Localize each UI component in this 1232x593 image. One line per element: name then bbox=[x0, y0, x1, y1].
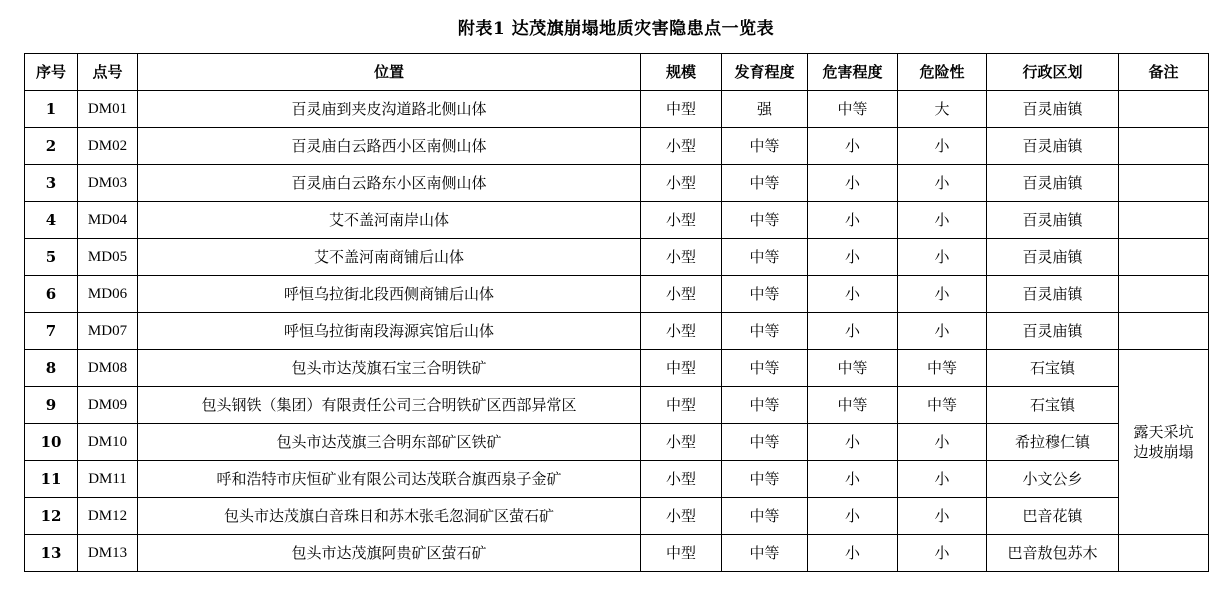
cell-district: 百灵庙镇 bbox=[987, 276, 1119, 313]
cell-harm: 小 bbox=[808, 128, 898, 165]
cell-scale: 小型 bbox=[641, 239, 722, 276]
header-scale: 规模 bbox=[641, 54, 722, 91]
cell-harm: 小 bbox=[808, 498, 898, 535]
cell-harm: 小 bbox=[808, 202, 898, 239]
cell-harm: 小 bbox=[808, 239, 898, 276]
cell-no: 1 bbox=[25, 91, 78, 128]
hazard-table bbox=[24, 53, 1209, 572]
cell-code: MD05 bbox=[78, 239, 138, 276]
cell-code: DM01 bbox=[78, 91, 138, 128]
cell-district: 百灵庙镇 bbox=[987, 313, 1119, 350]
table-row bbox=[25, 498, 1209, 535]
cell-development: 中等 bbox=[722, 165, 808, 202]
cell-scale: 中型 bbox=[641, 387, 722, 424]
cell-development: 中等 bbox=[722, 239, 808, 276]
cell-scale: 小型 bbox=[641, 498, 722, 535]
cell-risk: 小 bbox=[898, 313, 987, 350]
cell-development: 中等 bbox=[722, 128, 808, 165]
table-row bbox=[25, 350, 1209, 387]
cell-risk: 中等 bbox=[898, 387, 987, 424]
table-row bbox=[25, 128, 1209, 165]
table-row bbox=[25, 165, 1209, 202]
note-line-1: 露天采坑 bbox=[1133, 423, 1194, 441]
cell-scale: 中型 bbox=[641, 91, 722, 128]
cell-location: 呼和浩特市庆恒矿业有限公司达茂联合旗西泉子金矿 bbox=[138, 461, 641, 498]
header-note: 备注 bbox=[1119, 54, 1209, 91]
cell-note bbox=[1119, 128, 1209, 165]
table-row bbox=[25, 239, 1209, 276]
cell-risk: 小 bbox=[898, 128, 987, 165]
note-line-2: 边坡崩塌 bbox=[1133, 443, 1194, 461]
cell-code: DM12 bbox=[78, 498, 138, 535]
cell-development: 中等 bbox=[722, 424, 808, 461]
table-row bbox=[25, 424, 1209, 461]
cell-development: 中等 bbox=[722, 535, 808, 572]
cell-risk: 小 bbox=[898, 498, 987, 535]
cell-district: 石宝镇 bbox=[987, 350, 1119, 387]
table-row bbox=[25, 313, 1209, 350]
cell-scale: 小型 bbox=[641, 128, 722, 165]
cell-code: MD07 bbox=[78, 313, 138, 350]
cell-risk: 小 bbox=[898, 165, 987, 202]
cell-no: 2 bbox=[25, 128, 78, 165]
cell-risk: 大 bbox=[898, 91, 987, 128]
cell-location: 艾不盖河南岸山体 bbox=[138, 202, 641, 239]
cell-code: DM09 bbox=[78, 387, 138, 424]
table-row bbox=[25, 202, 1209, 239]
cell-location: 百灵庙到夹皮沟道路北侧山体 bbox=[138, 91, 641, 128]
cell-note bbox=[1119, 202, 1209, 239]
cell-code: DM10 bbox=[78, 424, 138, 461]
cell-development: 中等 bbox=[722, 461, 808, 498]
cell-development: 中等 bbox=[722, 498, 808, 535]
cell-location: 呼恒乌拉街南段海源宾馆后山体 bbox=[138, 313, 641, 350]
cell-code: DM02 bbox=[78, 128, 138, 165]
cell-development: 中等 bbox=[722, 387, 808, 424]
table-row bbox=[25, 535, 1209, 572]
header-harm: 危害程度 bbox=[808, 54, 898, 91]
cell-code: DM08 bbox=[78, 350, 138, 387]
cell-note bbox=[1119, 91, 1209, 128]
cell-note bbox=[1119, 535, 1209, 572]
cell-district: 百灵庙镇 bbox=[987, 91, 1119, 128]
cell-harm: 小 bbox=[808, 461, 898, 498]
table-row bbox=[25, 387, 1209, 424]
cell-no: 9 bbox=[25, 387, 78, 424]
header-development: 发育程度 bbox=[722, 54, 808, 91]
table-row bbox=[25, 91, 1209, 128]
cell-harm: 小 bbox=[808, 165, 898, 202]
cell-harm: 小 bbox=[808, 313, 898, 350]
cell-district: 巴音花镇 bbox=[987, 498, 1119, 535]
header-risk: 危险性 bbox=[898, 54, 987, 91]
cell-note bbox=[1119, 239, 1209, 276]
cell-location: 包头市达茂旗白音珠日和苏木张毛忽洞矿区萤石矿 bbox=[138, 498, 641, 535]
cell-risk: 小 bbox=[898, 239, 987, 276]
cell-location: 百灵庙白云路西小区南侧山体 bbox=[138, 128, 641, 165]
cell-risk: 小 bbox=[898, 202, 987, 239]
cell-no: 3 bbox=[25, 165, 78, 202]
cell-location: 艾不盖河南商铺后山体 bbox=[138, 239, 641, 276]
cell-no: 11 bbox=[25, 461, 78, 498]
table-header-row bbox=[25, 54, 1209, 91]
cell-scale: 小型 bbox=[641, 276, 722, 313]
cell-risk: 小 bbox=[898, 535, 987, 572]
cell-no: 12 bbox=[25, 498, 78, 535]
header-code: 点号 bbox=[78, 54, 138, 91]
cell-scale: 中型 bbox=[641, 535, 722, 572]
cell-no: 7 bbox=[25, 313, 78, 350]
cell-no: 10 bbox=[25, 424, 78, 461]
header-district: 行政区划 bbox=[987, 54, 1119, 91]
cell-district: 巴音敖包苏木 bbox=[987, 535, 1119, 572]
cell-district: 小文公乡 bbox=[987, 461, 1119, 498]
cell-location: 百灵庙白云路东小区南侧山体 bbox=[138, 165, 641, 202]
header-no: 序号 bbox=[25, 54, 78, 91]
cell-risk: 中等 bbox=[898, 350, 987, 387]
cell-code: DM13 bbox=[78, 535, 138, 572]
cell-district: 百灵庙镇 bbox=[987, 128, 1119, 165]
table-row bbox=[25, 276, 1209, 313]
cell-scale: 小型 bbox=[641, 461, 722, 498]
cell-no: 6 bbox=[25, 276, 78, 313]
cell-scale: 小型 bbox=[641, 313, 722, 350]
cell-harm: 中等 bbox=[808, 387, 898, 424]
cell-district: 百灵庙镇 bbox=[987, 202, 1119, 239]
cell-location: 包头市达茂旗三合明东部矿区铁矿 bbox=[138, 424, 641, 461]
cell-risk: 小 bbox=[898, 276, 987, 313]
cell-note bbox=[1119, 313, 1209, 350]
cell-scale: 小型 bbox=[641, 424, 722, 461]
cell-risk: 小 bbox=[898, 424, 987, 461]
cell-scale: 小型 bbox=[641, 202, 722, 239]
cell-note-merged bbox=[1119, 350, 1209, 535]
cell-development: 中等 bbox=[722, 202, 808, 239]
cell-code: DM11 bbox=[78, 461, 138, 498]
cell-no: 13 bbox=[25, 535, 78, 572]
cell-location: 包头市达茂旗石宝三合明铁矿 bbox=[138, 350, 641, 387]
cell-code: DM03 bbox=[78, 165, 138, 202]
cell-development: 强 bbox=[722, 91, 808, 128]
cell-no: 4 bbox=[25, 202, 78, 239]
cell-no: 5 bbox=[25, 239, 78, 276]
cell-harm: 小 bbox=[808, 535, 898, 572]
header-location: 位置 bbox=[138, 54, 641, 91]
cell-harm: 小 bbox=[808, 276, 898, 313]
cell-development: 中等 bbox=[722, 276, 808, 313]
cell-harm: 中等 bbox=[808, 350, 898, 387]
cell-district: 希拉穆仁镇 bbox=[987, 424, 1119, 461]
cell-development: 中等 bbox=[722, 350, 808, 387]
cell-scale: 小型 bbox=[641, 165, 722, 202]
cell-district: 石宝镇 bbox=[987, 387, 1119, 424]
cell-code: MD06 bbox=[78, 276, 138, 313]
cell-location: 呼恒乌拉街北段西侧商铺后山体 bbox=[138, 276, 641, 313]
cell-no: 8 bbox=[25, 350, 78, 387]
cell-risk: 小 bbox=[898, 461, 987, 498]
table-title: 附表1 达茂旗崩塌地质灾害隐患点一览表 bbox=[457, 19, 775, 39]
cell-district: 百灵庙镇 bbox=[987, 239, 1119, 276]
cell-location: 包头钢铁（集团）有限责任公司三合明铁矿区西部异常区 bbox=[138, 387, 641, 424]
cell-note bbox=[1119, 165, 1209, 202]
cell-district: 百灵庙镇 bbox=[987, 165, 1119, 202]
cell-location: 包头市达茂旗阿贵矿区萤石矿 bbox=[138, 535, 641, 572]
cell-code: MD04 bbox=[78, 202, 138, 239]
cell-note bbox=[1119, 276, 1209, 313]
table-row bbox=[25, 461, 1209, 498]
cell-scale: 中型 bbox=[641, 350, 722, 387]
cell-harm: 中等 bbox=[808, 91, 898, 128]
cell-harm: 小 bbox=[808, 424, 898, 461]
cell-development: 中等 bbox=[722, 313, 808, 350]
